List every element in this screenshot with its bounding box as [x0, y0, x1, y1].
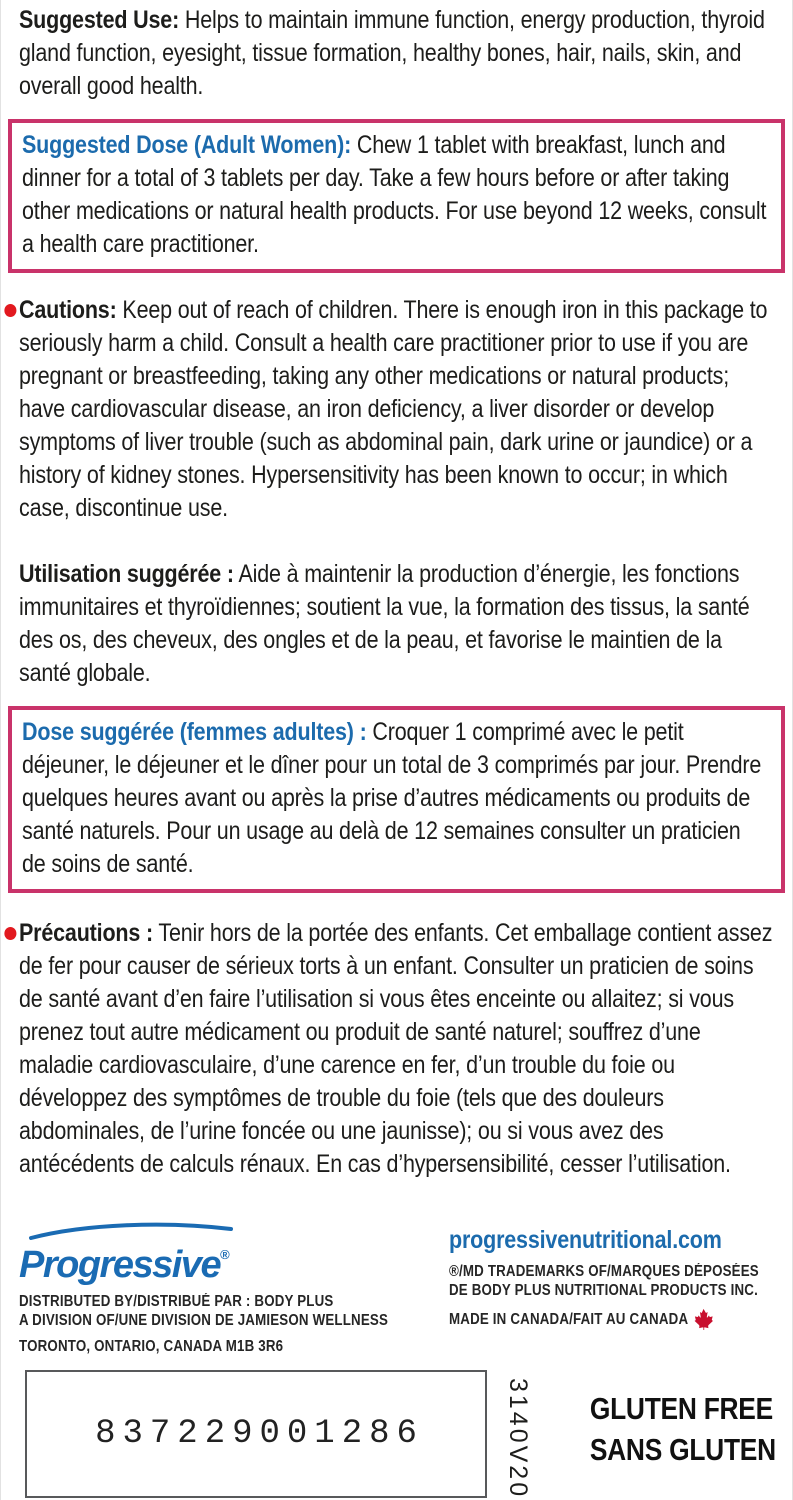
distributor-line: TORONTO, ONTARIO, CANADA M1B 3R6	[19, 1338, 284, 1355]
suggested-use-section	[19, 4, 774, 103]
gluten-free-line-en: GLUTEN FREE	[589, 1391, 774, 1426]
distributor-line: A DIVISION OF/UNE DIVISION DE JAMIESON WELLNESS	[19, 1312, 389, 1329]
progressive-logo	[19, 1220, 449, 1284]
suggested-dose-box	[8, 119, 785, 273]
cautions-label: Cautions:	[19, 296, 117, 324]
utilisation-section	[19, 558, 774, 690]
trademark-line: DE BODY PLUS NUTRITIONAL PRODUCTS INC.	[449, 1282, 758, 1299]
dose-fr-section	[22, 716, 769, 881]
dose-fr-label: Dose suggérée (femmes adultes) :	[22, 718, 367, 746]
suggested-use-label: Suggested Use:	[19, 6, 180, 34]
dose-fr-text: Croquer 1 comprimé avec le petit déjeuner, le déjeuner et le dîner pour un total de 3 comprimés par jour. Prendre quelques heures avant ou après la prise d’autres médicaments ou produits de santé naturels. Pour un usage au delà de 12 semaines consulter un praticien de soins de santé.	[22, 718, 762, 878]
utilisation-label: Utilisation suggérée :	[19, 560, 234, 588]
precautions-label: Précautions :	[19, 919, 153, 947]
suggested-dose-section	[22, 129, 769, 261]
footer-left-column	[19, 1220, 449, 1356]
registered-mark: ®	[220, 1247, 230, 1262]
footer	[19, 1220, 776, 1498]
cautions-text: Keep out of reach of children. There is enough iron in this package to seriously harm a child. Consult a health care practitioner prior to use if you are pregnant or breastfeeding, taking any other medications or natural products; have cardiovascular disease, an iron deficiency, a liver disorder or develop symptoms of liver trouble (such as abdominal pain, dark urine or jaundice) or a history of kidney stones. Hypersensitivity has been known to occur; in which case, discontinue use.	[19, 296, 768, 522]
trademark-line: ®/MD TRADEMARKS OF/MARQUES DÉPOSÉES	[449, 1263, 759, 1280]
barcode-number: 837229001286	[95, 1415, 424, 1453]
red-bullet-icon	[4, 927, 16, 940]
bottom-row	[19, 1370, 776, 1498]
brand-name: Progressive®	[19, 1244, 230, 1286]
made-in-canada	[449, 1308, 775, 1330]
footer-right-column	[449, 1220, 776, 1330]
red-bullet-icon	[4, 304, 16, 317]
barcode-box	[25, 1370, 487, 1498]
precautions-text: Tenir hors de la portée des enfants. Cet emballage contient assez de fer pour causer de sérieux torts à un enfant. Consulter un praticien de soins de santé avant d’en faire l’utilisation si vous êtes enceinte ou allaitez; si vous prenez tout autre médicament ou produit de santé naturel; souffrez d’une maladie cardiovasculaire, d’une carence en fer, d’un trouble du foie ou développez des symptômes de trouble du foie (tels que des douleurs abdominales, de l’urine foncée ou une jaunisse); ou si vous avez des antécédents de calculs rénaux. En cas d’hypersensibilité, cesser l’utilisation.	[19, 919, 773, 1178]
made-in-text: MADE IN CANADA/FAIT AU CANADA	[449, 1310, 689, 1328]
suggested-dose-text: Chew 1 tablet with breakfast, lunch and dinner for a total of 3 tablets per day. Take a few hours before or after taking other medications or natural health products. For use beyond 12 weeks, consult a health care practitioner.	[22, 131, 767, 258]
maple-leaf-icon	[693, 1308, 714, 1330]
gluten-free-claim	[590, 1370, 776, 1470]
lot-code: 3140V20	[504, 1378, 532, 1500]
suggested-use-text: Helps to maintain immune function, energy production, thyroid gland function, eyesight, tissue formation, healthy bones, hair, nails, skin, and overall good health.	[19, 6, 765, 100]
trademark-info	[449, 1262, 775, 1300]
distributor-info	[19, 1292, 448, 1356]
website-url: progressivenutritional.com	[449, 1226, 722, 1254]
dose-fr-box	[8, 706, 785, 893]
precautions-section	[19, 917, 774, 1181]
cautions-section	[19, 294, 774, 525]
distributor-line: DISTRIBUTED BY/DISTRIBUÉ PAR : BODY PLUS	[19, 1293, 334, 1310]
suggested-dose-label: Suggested Dose (Adult Women):	[22, 131, 352, 159]
gluten-free-line-fr: SANS GLUTEN	[589, 1432, 776, 1467]
utilisation-text: Aide à maintenir la production d’énergie, les fonctions immunitaires et thyroïdiennes; soutient la vue, la formation des tissus, la santé des os, des cheveux, des ongles et de la peau, et favorise le maintien de la santé globale.	[19, 560, 750, 687]
